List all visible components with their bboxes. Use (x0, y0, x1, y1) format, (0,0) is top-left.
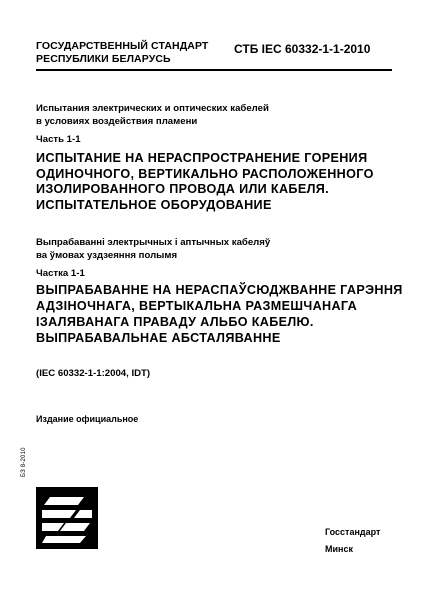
be-subtitle-line-1: Выпрабаванні электрычных і аптычных кабеляў (36, 237, 271, 248)
be-title-line-1: ВЫПРАБАВАННЕ НА НЕРАСПАЎСЮДЖВАННЕ ГАРЭННЯ (36, 283, 403, 297)
edition-note: Издание официальное (36, 414, 139, 424)
be-title-line-4: ВЫПРАБАВАЛЬНАЕ АБСТАЛЯВАННЕ (36, 331, 281, 345)
standard-code: СТБ IEC 60332-1-1-2010 (234, 42, 371, 56)
issuer-line-1: ГОСУДАРСТВЕННЫЙ СТАНДАРТ (36, 40, 209, 52)
be-title-line-3: ІЗАЛЯВАНАГА ПРАВАДУ АЛЬБО КАБЕЛЮ. (36, 315, 314, 329)
publisher-name: Госстандарт (325, 527, 381, 537)
be-title-line-2: АДЗІНОЧНАГА, ВЕРТЫКАЛЬНА РАЗМЕШЧАНАГА (36, 299, 358, 313)
ru-part: Часть 1-1 (36, 134, 81, 145)
header-rule (36, 69, 392, 71)
publisher-city: Минск (325, 544, 353, 554)
stb-logo (36, 487, 98, 549)
ru-subtitle-line-2: в условиях воздействия пламени (36, 116, 198, 127)
ru-title-line-3: ИЗОЛИРОВАННОГО ПРОВОДА ИЛИ КАБЕЛЯ. (36, 182, 330, 196)
ru-title-line-4: ИСПЫТАТЕЛЬНОЕ ОБОРУДОВАНИЕ (36, 198, 272, 212)
issuer-line-2: РЕСПУБЛИКИ БЕЛАРУСЬ (36, 53, 171, 65)
stb-logo-icon (36, 487, 98, 549)
ru-title-line-1: ИСПЫТАНИЕ НА НЕРАСПРОСТРАНЕНИЕ ГОРЕНИЯ (36, 151, 368, 165)
ru-subtitle-line-1: Испытания электрических и оптических кабелей (36, 103, 269, 114)
international-reference: (IEC 60332-1-1:2004, IDT) (36, 368, 151, 379)
ru-title-line-2: ОДИНОЧНОГО, ВЕРТИКАЛЬНО РАСПОЛОЖЕННОГО (36, 167, 374, 181)
be-part: Частка 1-1 (36, 268, 85, 279)
vertical-print-code: БЗ 8-2010 (21, 447, 27, 477)
be-subtitle-line-2: ва ўмовах уздзеяння полымя (36, 250, 178, 261)
